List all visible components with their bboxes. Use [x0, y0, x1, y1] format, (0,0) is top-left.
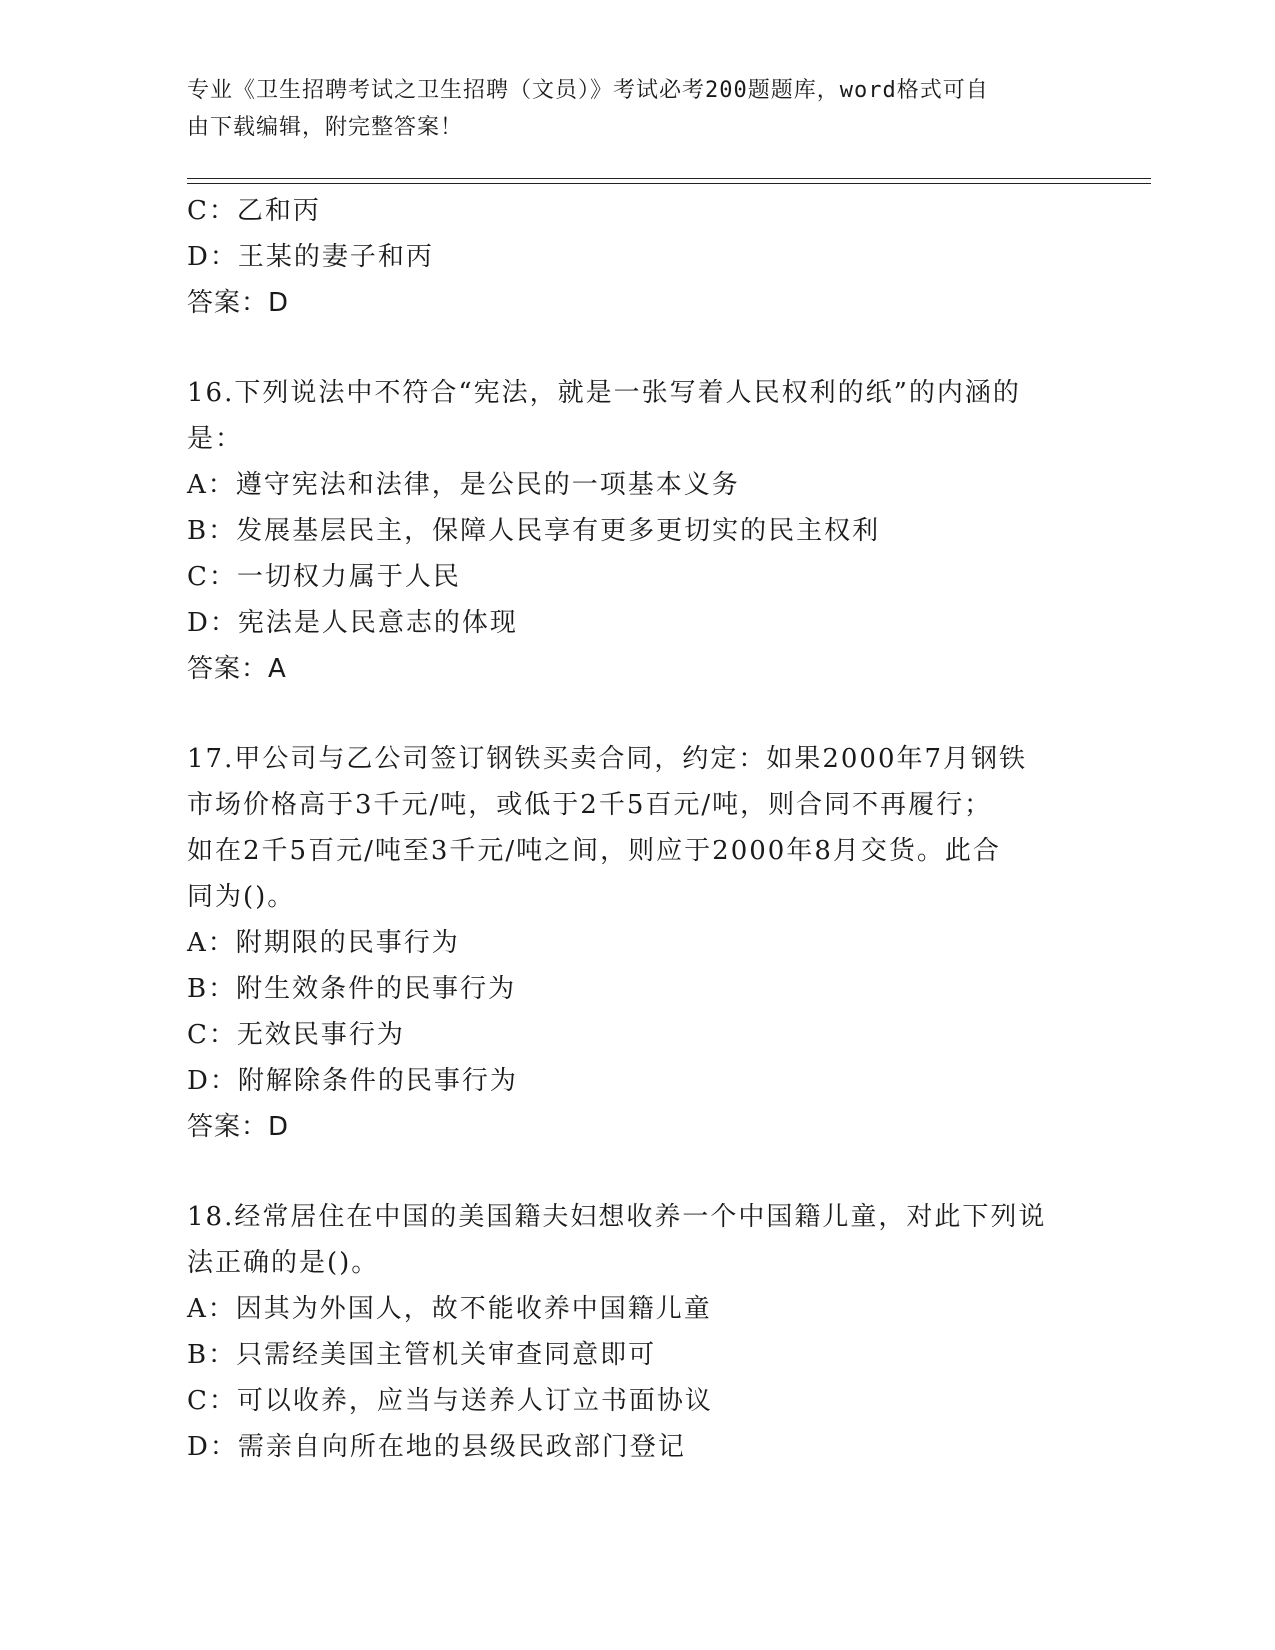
- question-text-line: 如在2千5百元/吨至3千元/吨之间，则应于2000年8月交货。此合: [187, 836, 1001, 866]
- header-divider-top: [187, 178, 1151, 179]
- option-c: C：乙和丙: [187, 196, 321, 226]
- option-a: A：遵守宪法和法律，是公民的一项基本义务: [187, 470, 740, 500]
- option-b: B：附生效条件的民事行为: [187, 974, 517, 1004]
- document-header: [187, 72, 1067, 146]
- option-b: B：发展基层民主，保障人民享有更多更切实的民主权利: [187, 516, 881, 546]
- option-d: D：王某的妻子和丙: [187, 242, 434, 272]
- question-18: [187, 1194, 1087, 1470]
- answer-line: 答案：D: [187, 1112, 290, 1142]
- answer-line: 答案：D: [187, 288, 290, 318]
- question-text-line: 同为()。: [187, 882, 296, 912]
- option-a: A：因其为外国人，故不能收养中国籍儿童: [187, 1294, 712, 1324]
- question-text-line: 17.甲公司与乙公司签订钢铁买卖合同，约定：如果2000年7月钢铁: [187, 744, 1028, 774]
- header-line-1: 专业《卫生招聘考试之卫生招聘（文员）》考试必考200题题库，word格式可自: [187, 78, 989, 103]
- question-15-tail: [187, 188, 1087, 326]
- option-d: D：宪法是人民意志的体现: [187, 608, 518, 638]
- question-text-line: 16.下列说法中不符合“宪法，就是一张写着人民权利的纸”的内涵的: [187, 378, 1021, 408]
- option-a: A：附期限的民事行为: [187, 928, 460, 958]
- question-text-line: 法正确的是()。: [187, 1248, 380, 1278]
- question-text-line: 18.经常居住在中国的美国籍夫妇想收养一个中国籍儿童，对此下列说: [187, 1202, 1047, 1232]
- option-c: C：可以收养，应当与送养人订立书面协议: [187, 1386, 713, 1416]
- document-body: [187, 188, 1087, 1470]
- header-line-2: 由下载编辑，附完整答案！: [187, 115, 464, 140]
- option-d: D：需亲自向所在地的县级民政部门登记: [187, 1432, 686, 1462]
- option-c: C：一切权力属于人民: [187, 562, 461, 592]
- question-text-line: 是：: [187, 424, 244, 454]
- option-b: B：只需经美国主管机关审查同意即可: [187, 1340, 657, 1370]
- answer-line: 答案：A: [187, 654, 287, 684]
- question-16: [187, 370, 1087, 692]
- question-17: [187, 736, 1087, 1150]
- header-divider-bottom: [187, 183, 1151, 184]
- option-d: D：附解除条件的民事行为: [187, 1066, 518, 1096]
- question-text-line: 市场价格高于3千元/吨，或低于2千5百元/吨，则合同不再履行；: [187, 790, 993, 820]
- option-c: C：无效民事行为: [187, 1020, 405, 1050]
